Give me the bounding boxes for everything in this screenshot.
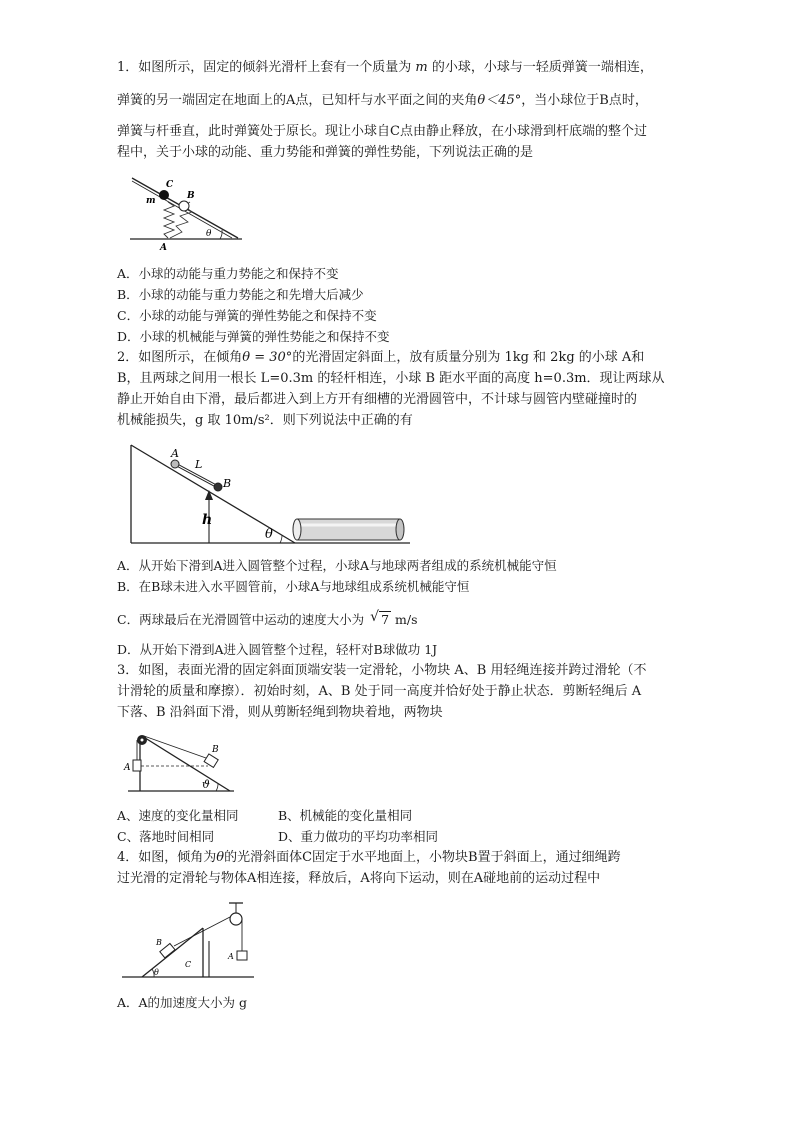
q4-line2: 过光滑的定滑轮与物体A相连接，释放后，A将向下运动，则在A碰地前的运动过程中	[117, 871, 601, 886]
q1-option-a: A．小球的动能与重力势能之和保持不变	[117, 266, 339, 281]
q2-label-l: L	[195, 458, 203, 471]
q4-option-a: A．A的加速度大小为 g	[117, 995, 248, 1010]
q1-ball-c	[159, 190, 169, 200]
q3-line1: 3．如图，表面光滑的固定斜面顶端安装一定滑轮，小物块 A、B 用轻绳连接并跨过滑轮（不	[117, 663, 647, 678]
q2-sqrt-expression: √ 7	[370, 609, 390, 627]
q1-figure	[120, 170, 250, 255]
q3-option-c: C、落地时间相同	[117, 829, 215, 844]
q3-block-b	[204, 754, 218, 767]
q3-label-b: B	[212, 745, 219, 755]
q2-label-theta: θ	[265, 527, 273, 542]
q2-angle-arc	[280, 535, 282, 543]
q1-line4: 程中，关于小球的动能、重力势能和弹簧的弹性势能，下列说法正确的是	[117, 145, 534, 160]
q2-tube-right-end	[396, 519, 404, 540]
q3-option-b: B、机械能的变化量相同	[278, 808, 413, 823]
q3-pulley-center	[141, 739, 144, 742]
q1-label-theta: θ	[206, 229, 212, 239]
q2-label-h: h	[202, 512, 213, 528]
q2-tube	[297, 519, 400, 540]
q2-angle: θ = 30°	[242, 350, 293, 365]
q1-mass-symbol: m	[415, 60, 428, 75]
q1-label-m: m	[146, 196, 156, 206]
q1-label-c: C	[166, 180, 174, 190]
q4-label-b: B	[156, 938, 162, 947]
q2-label-a: A	[171, 447, 179, 460]
q4-label-theta: θ	[154, 968, 159, 977]
q1-label-a: A	[160, 243, 167, 253]
q3-label-a: A	[124, 763, 131, 773]
q4-rope-b	[174, 917, 230, 946]
q2-option-c: C．两球最后在光滑圆管中运动的速度大小为 √ 7 m/s	[117, 610, 417, 630]
q3-figure	[120, 730, 240, 795]
q2-option-a: A．从开始下滑到A进入圆管整个过程，小球A与地球两者组成的系统机械能守恒	[117, 558, 557, 573]
q3-line2: 计滑轮的质量和摩擦）．初始时刻，A、B 处于同一高度并恰好处于静止状态．剪断轻绳后 A	[117, 684, 642, 699]
q2-label-b: B	[223, 477, 232, 490]
q3-block-a	[133, 760, 141, 771]
q4-line1: 4．如图，倾角为θ的光滑斜面体C固定于水平地面上，小物块B置于斜面上，通过细绳跨	[117, 850, 621, 865]
q1-spring	[164, 202, 174, 238]
q1-angle-condition: θ＜45°	[477, 93, 522, 108]
q4-theta-symbol: θ	[216, 850, 225, 865]
q2-arrow-head	[205, 490, 213, 500]
q1-option-b: B．小球的动能与重力势能之和先增大后减少	[117, 287, 364, 302]
q3-line3: 下落、B 沿斜面下滑，则从剪断轻绳到物块着地，两物块	[117, 705, 443, 720]
q1-option-c: C．小球的动能与弹簧的弹性势能之和保持不变	[117, 308, 377, 323]
q1-ball-b	[179, 201, 189, 211]
q4-figure	[118, 897, 258, 982]
q4-label-c: C	[185, 960, 192, 969]
q4-pulley	[230, 913, 242, 925]
q2-option-d: D．从开始下滑到A进入圆管整个过程，轻杆对B球做功 1J	[117, 642, 438, 657]
q4-label-a: A	[228, 952, 234, 961]
q2-ball-a	[171, 460, 179, 468]
q2-speed-unit: m/s	[395, 612, 418, 627]
q2-line1: 2．如图所示，在倾角θ = 30°的光滑固定斜面上，放有质量分别为 1kg 和 2kg 的小球 A和	[117, 350, 645, 365]
q1-line1: 1．如图所示，固定的倾斜光滑杆上套有一个质量为 m 的小球，小球与一轻质弹簧一端相连，	[117, 60, 653, 75]
q3-rope-b	[144, 736, 206, 758]
q1-label-b: B	[187, 191, 195, 201]
q3-label-theta: ϑ	[202, 778, 210, 791]
q4-block-b	[160, 943, 175, 957]
q2-ball-b	[214, 483, 222, 491]
q2-sqrt-radicand: 7	[381, 612, 390, 627]
q2-tube-left-end	[293, 519, 301, 540]
q2-line2: B，且两球之间用一根长 L=0.3m 的轻杆相连，小球 B 距水平面的高度 h=0.3m．现让两球从	[117, 371, 665, 386]
q1-option-d: D．小球的机械能与弹簧的弹性势能之和保持不变	[117, 329, 390, 344]
q2-figure	[125, 440, 410, 555]
q2-line4: 机械能损失，g 取 10m/s²．则下列说法中正确的有	[117, 413, 413, 428]
q4-block-a	[237, 951, 247, 960]
q1-line2: 弹簧的另一端固定在地面上的A点，已知杆与水平面之间的夹角θ＜45°，当小球位于B点时，	[117, 93, 648, 108]
q3-option-d: D、重力做功的平均功率相同	[278, 829, 439, 844]
q3-option-a: A、速度的变化量相同	[117, 808, 239, 823]
q3-angle-arc	[216, 783, 218, 791]
q1-line3: 弹簧与杆垂直，此时弹簧处于原长。现让小球自C点由静止释放，在小球滑到杆底端的整个过	[117, 124, 647, 139]
q2-line3: 静止开始自由下滑，最后都进入到上方开有细槽的光滑圆管中，不计球与圆管内壁碰撞时的	[117, 392, 638, 407]
q2-option-b: B．在B球未进入水平圆管前，小球A与地球组成系统机械能守恒	[117, 579, 470, 594]
